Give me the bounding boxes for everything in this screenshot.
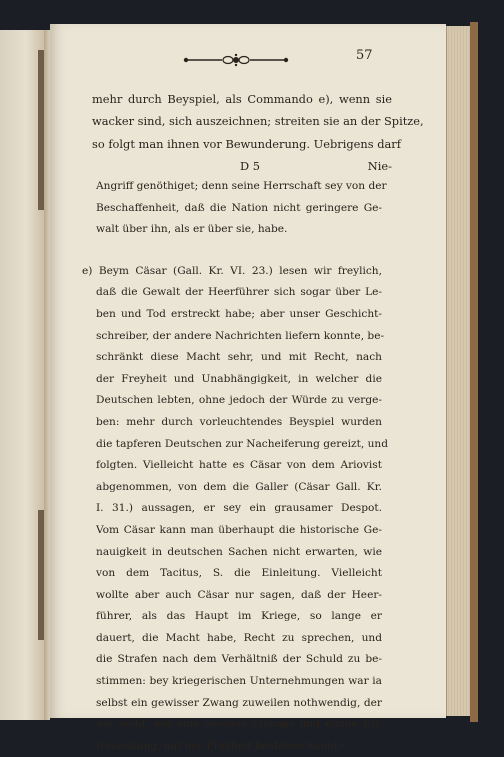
footnote-line: daß die Gewalt der Heerführer sich sogar über Le- xyxy=(96,286,382,299)
footnote-line: stimmen: bey kriegerischen Unternehmungen war ia xyxy=(96,675,382,688)
footnote-line: I. 31.) aussagen, er sey ein grausamer Despot. xyxy=(96,502,382,515)
signature-line xyxy=(92,155,392,177)
left-page xyxy=(0,30,45,720)
header-ornament-icon xyxy=(182,52,290,68)
footnote-continuation xyxy=(96,176,387,241)
footnote-line: gar wohl, wie eine gewisse Strenge und einige Un- xyxy=(96,718,382,731)
footnote-line: Deutschen lebten, ohne jedoch der Würde zu verge- xyxy=(96,394,382,407)
footnote-line: wollte aber auch Cäsar nur sagen, daß der Heer- xyxy=(96,588,382,601)
main-text-line: mehr durch Beyspiel, als Commando e), wenn sie xyxy=(92,92,392,106)
footnote-line: selbst ein gewisser Zwang zuweilen nothwendig, der xyxy=(96,696,382,709)
footnote-line: Angriff genöthiget; denn seine Herrschaft sey von der xyxy=(96,180,387,192)
signature-mark: D 5 xyxy=(240,158,261,173)
footnote-line: Vom Cäsar kann man überhaupt die historische Ge- xyxy=(96,523,382,536)
footnote-line: der Freyheit und Unabhängigkeit, in welcher die xyxy=(96,372,382,385)
footnote-line: Beschaffenheit, daß die Nation nicht geringere Ge- xyxy=(96,201,382,214)
footnote-line: schränkt diese Macht sehr, und mit Recht, nach xyxy=(96,351,382,364)
footnote-line: die tapferen Deutschen zur Nacheiferung gereizt, und xyxy=(96,437,389,450)
footnote-e xyxy=(82,261,389,757)
footnote-line: schreiber, der andere Nachrichten liefern konnte, be- xyxy=(96,329,385,342)
footnote-line: terordnung, mit der Freyheit bestehen konnte. xyxy=(96,739,348,752)
footnote-line: ben und Tod erstreckt habe; aber unser Geschicht- xyxy=(96,307,382,320)
footnote-line: abgenommen, von dem die Galler (Cäsar Gall. Kr. xyxy=(96,480,382,493)
footnote-line: dauert, die Macht habe, Recht zu sprechen, und xyxy=(96,631,382,644)
page-number: 57 xyxy=(356,48,373,63)
main-text xyxy=(92,88,424,177)
catchword: Nie- xyxy=(367,158,392,173)
footnotes xyxy=(82,176,389,757)
footnote-line: ben: mehr durch vorleuchtendes Beyspiel wurden xyxy=(96,415,382,428)
footnote-line: walt über ihn, als er über sie, habe. xyxy=(96,223,288,236)
main-text-line: so folgt man ihnen vor Bewunderung. Uebrigens darf xyxy=(92,136,401,151)
footnote-line: führer, als das Haupt im Kriege, so lange er xyxy=(96,610,382,623)
footnote-line: die Strafen nach dem Verhältniß der Schuld zu be- xyxy=(96,653,382,666)
cover-edge xyxy=(470,22,478,722)
footnote-line: folgten. Vielleicht hatte es Cäsar von dem Ariovist xyxy=(96,459,382,472)
footnote-line: nauigkeit in deutschen Sachen nicht erwarten, wie xyxy=(96,545,382,558)
footnote-line: e) Beym Cäsar (Gall. Kr. VI. 23.) lesen wir freylich, xyxy=(82,264,382,277)
main-text-line: wacker sind, sich auszeichnen; streiten sie an der Spitze, xyxy=(92,114,424,129)
footnote-line: von dem Tacitus, S. die Einleitung. Vielleicht xyxy=(96,567,382,580)
